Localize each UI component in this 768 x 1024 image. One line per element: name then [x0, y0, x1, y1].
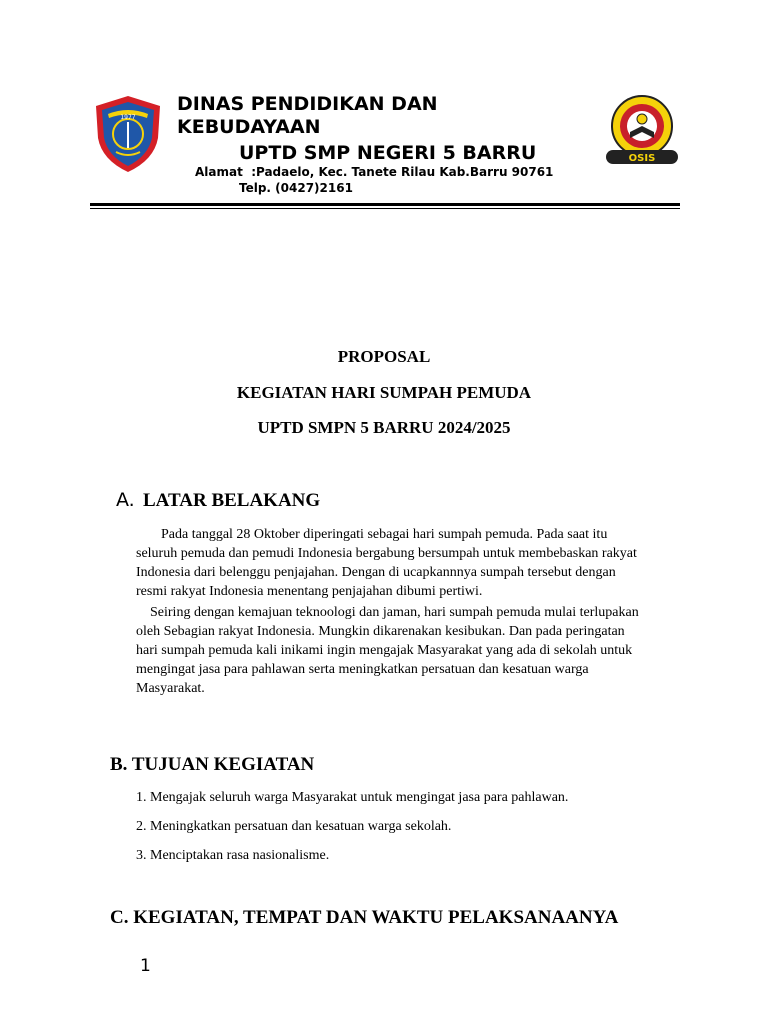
section-a-paragraph-2: [136, 603, 684, 698]
section-a-heading: LATAR BELAKANG: [143, 490, 321, 511]
section-b-heading: B. TUJUAN KEGIATAN: [110, 754, 315, 775]
right-logo-text: OSIS: [628, 153, 656, 164]
document-school-year: UPTD SMPN 5 BARRU 2024/2025: [257, 418, 511, 437]
list-item: 2. Meningkatkan persatuan dan kesatuan warga sekolah.: [136, 819, 452, 834]
paragraph-line: hari sumpah pemuda kali inikami ingin mengajak Masyarakat yang ada di sekolah untuk: [136, 643, 633, 658]
organization-name: [177, 93, 477, 139]
barru-regency-logo: [92, 94, 164, 174]
list-item: 3. Menciptakan rasa nasionalisme.: [136, 848, 330, 863]
document-subtitle: KEGIATAN HARI SUMPAH PEMUDA: [236, 383, 532, 402]
paragraph-line: resmi rakyat Indonesia menentang penjajahan dibumi pertiwi.: [136, 584, 483, 599]
school-address: Alamat :Padaelo, Kec. Tanete Rilau Kab.Barru 90761: [195, 165, 554, 179]
paragraph-line: Seiring dengan kemajuan teknoologi dan jaman, hari sumpah pemuda mulai terlupakan: [150, 605, 639, 620]
organization-name-line2: KEBUDAYAAN: [177, 116, 321, 138]
paragraph-line: oleh Sebagian rakyat Indonesia. Mungkin dikarenakan kesibukan. Dan pada peringatan: [136, 624, 625, 639]
header-rule-thick: [90, 203, 680, 206]
school-name: UPTD SMP NEGERI 5 BARRU: [239, 142, 537, 164]
organization-name-line1: DINAS PENDIDIKAN DAN: [177, 93, 438, 115]
page-number: 1: [140, 956, 151, 976]
document-title: PROPOSAL: [337, 347, 431, 366]
paragraph-line: mengingat jasa para pahlawan serta meningkatkan persatuan dan kesatuan warga: [136, 662, 589, 677]
header-rule-thin: [90, 208, 680, 209]
paragraph-line: Indonesia dari belenggu penjajahan. Dengan di ucapkannnya sumpah tersebut dengan: [136, 565, 616, 580]
paragraph-line: Masyarakat.: [136, 681, 205, 696]
osis-logo: [600, 92, 684, 168]
left-logo-text: 1977: [120, 114, 136, 121]
list-item: 1. Mengajak seluruh warga Masyarakat untuk mengingat jasa para pahlawan.: [136, 790, 569, 805]
section-a-letter: A.: [116, 489, 135, 511]
paragraph-line: Pada tanggal 28 Oktober diperingati sebagai hari sumpah pemuda. Pada saat itu: [161, 527, 608, 542]
section-c-heading: C. KEGIATAN, TEMPAT DAN WAKTU PELAKSANAANYA: [110, 907, 619, 928]
school-phone: Telp. (0427)2161: [239, 181, 353, 195]
section-a-paragraph-1: [136, 525, 684, 601]
paragraph-line: seluruh pemuda dan pemudi Indonesia bergabung bersumpah untuk membebaskan rakyat: [136, 546, 637, 561]
